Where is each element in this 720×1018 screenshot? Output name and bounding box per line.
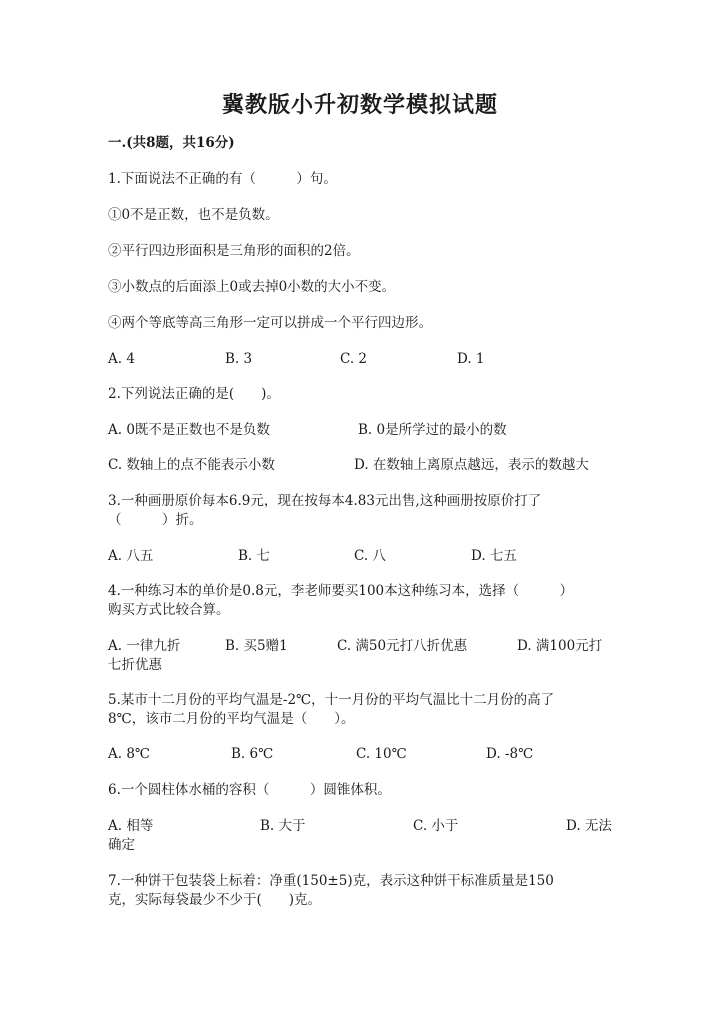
question-1-statement-2: ②平行四边形面积是三角形的面积的2倍。	[108, 243, 360, 259]
question-4-option-d: D. 满100元打	[517, 638, 603, 654]
question-1-statement-1: ①0不是正数，也不是负数。	[108, 207, 279, 223]
question-2-option-c: C. 数轴上的点不能表示小数	[108, 457, 275, 473]
question-7-stem-line-2: 克，实际每袋最少不少于( )克。	[108, 892, 322, 908]
question-4-option-d-continuation: 七折优惠	[108, 657, 162, 673]
question-3-stem-line-2: （ ）折。	[108, 512, 203, 528]
question-1-option-d: D. 1	[457, 351, 485, 367]
question-3-option-b: B. 七	[238, 548, 271, 564]
question-1-option-c: C. 2	[340, 351, 368, 367]
question-6-option-c: C. 小于	[413, 818, 459, 834]
section-heading: 一.(共8题，共16分)	[108, 135, 235, 151]
question-5-option-d: D. -8℃	[486, 746, 534, 762]
question-3-option-a: A. 八五	[108, 548, 154, 564]
question-5-option-b: B. 6℃	[231, 746, 274, 762]
question-6-stem: 6.一个圆柱体水桶的容积（ ）圆锥体积。	[108, 782, 391, 798]
question-4-option-c: C. 满50元打八折优惠	[337, 638, 468, 654]
question-2-option-d: D. 在数轴上离原点越远，表示的数越大	[354, 457, 589, 473]
question-5-stem-line-2: 8℃，该市二月份的平均气温是（ ）。	[108, 711, 355, 727]
question-6-option-d: D. 无法	[566, 818, 612, 834]
question-4-stem-line-1: 4.一种练习本的单价是0.8元，李老师要买100本这种练习本，选择（ ）	[108, 583, 574, 599]
question-6-option-a: A. 相等	[108, 818, 154, 834]
question-2-stem: 2.下列说法正确的是( )。	[108, 386, 280, 402]
question-3-option-c: C. 八	[354, 548, 386, 564]
question-2-option-a: A. 0既不是正数也不是负数	[108, 422, 270, 438]
question-3-stem-line-1: 3.一种画册原价每本6.9元，现在按每本4.83元出售,这种画册按原价打了	[108, 493, 542, 509]
question-5-option-a: A. 8℃	[108, 746, 151, 762]
question-6-option-d-continuation: 确定	[108, 837, 135, 853]
question-3-option-d: D. 七五	[471, 548, 517, 564]
question-1-stem: 1.下面说法不正确的有（ ）句。	[108, 171, 337, 187]
question-4-stem-line-2: 购买方式比较合算。	[108, 602, 230, 618]
question-5-option-c: C. 10℃	[356, 746, 407, 762]
question-7-stem-line-1: 7.一种饼干包装袋上标着：净重(150±5)克，表示这种饼干标准质量是150	[108, 873, 554, 889]
question-1-statement-3: ③小数点的后面添上0或去掉0小数的大小不变。	[108, 279, 396, 295]
question-1-statement-4: ④两个等底等高三角形一定可以拼成一个平行四边形。	[108, 315, 432, 331]
question-4-option-a: A. 一律九折	[108, 638, 181, 654]
question-2-option-b: B. 0是所学过的最小的数	[358, 422, 507, 438]
question-1-option-b: B. 3	[225, 351, 253, 367]
question-4-option-b: B. 买5赠1	[225, 638, 288, 654]
question-6-option-b: B. 大于	[260, 818, 306, 834]
page-title: 冀教版小升初数学模拟试题	[221, 92, 498, 118]
question-1-option-a: A. 4	[108, 351, 135, 367]
question-5-stem-line-1: 5.某市十二月份的平均气温是-2℃，十一月份的平均气温比十二月份的高了	[108, 692, 555, 708]
